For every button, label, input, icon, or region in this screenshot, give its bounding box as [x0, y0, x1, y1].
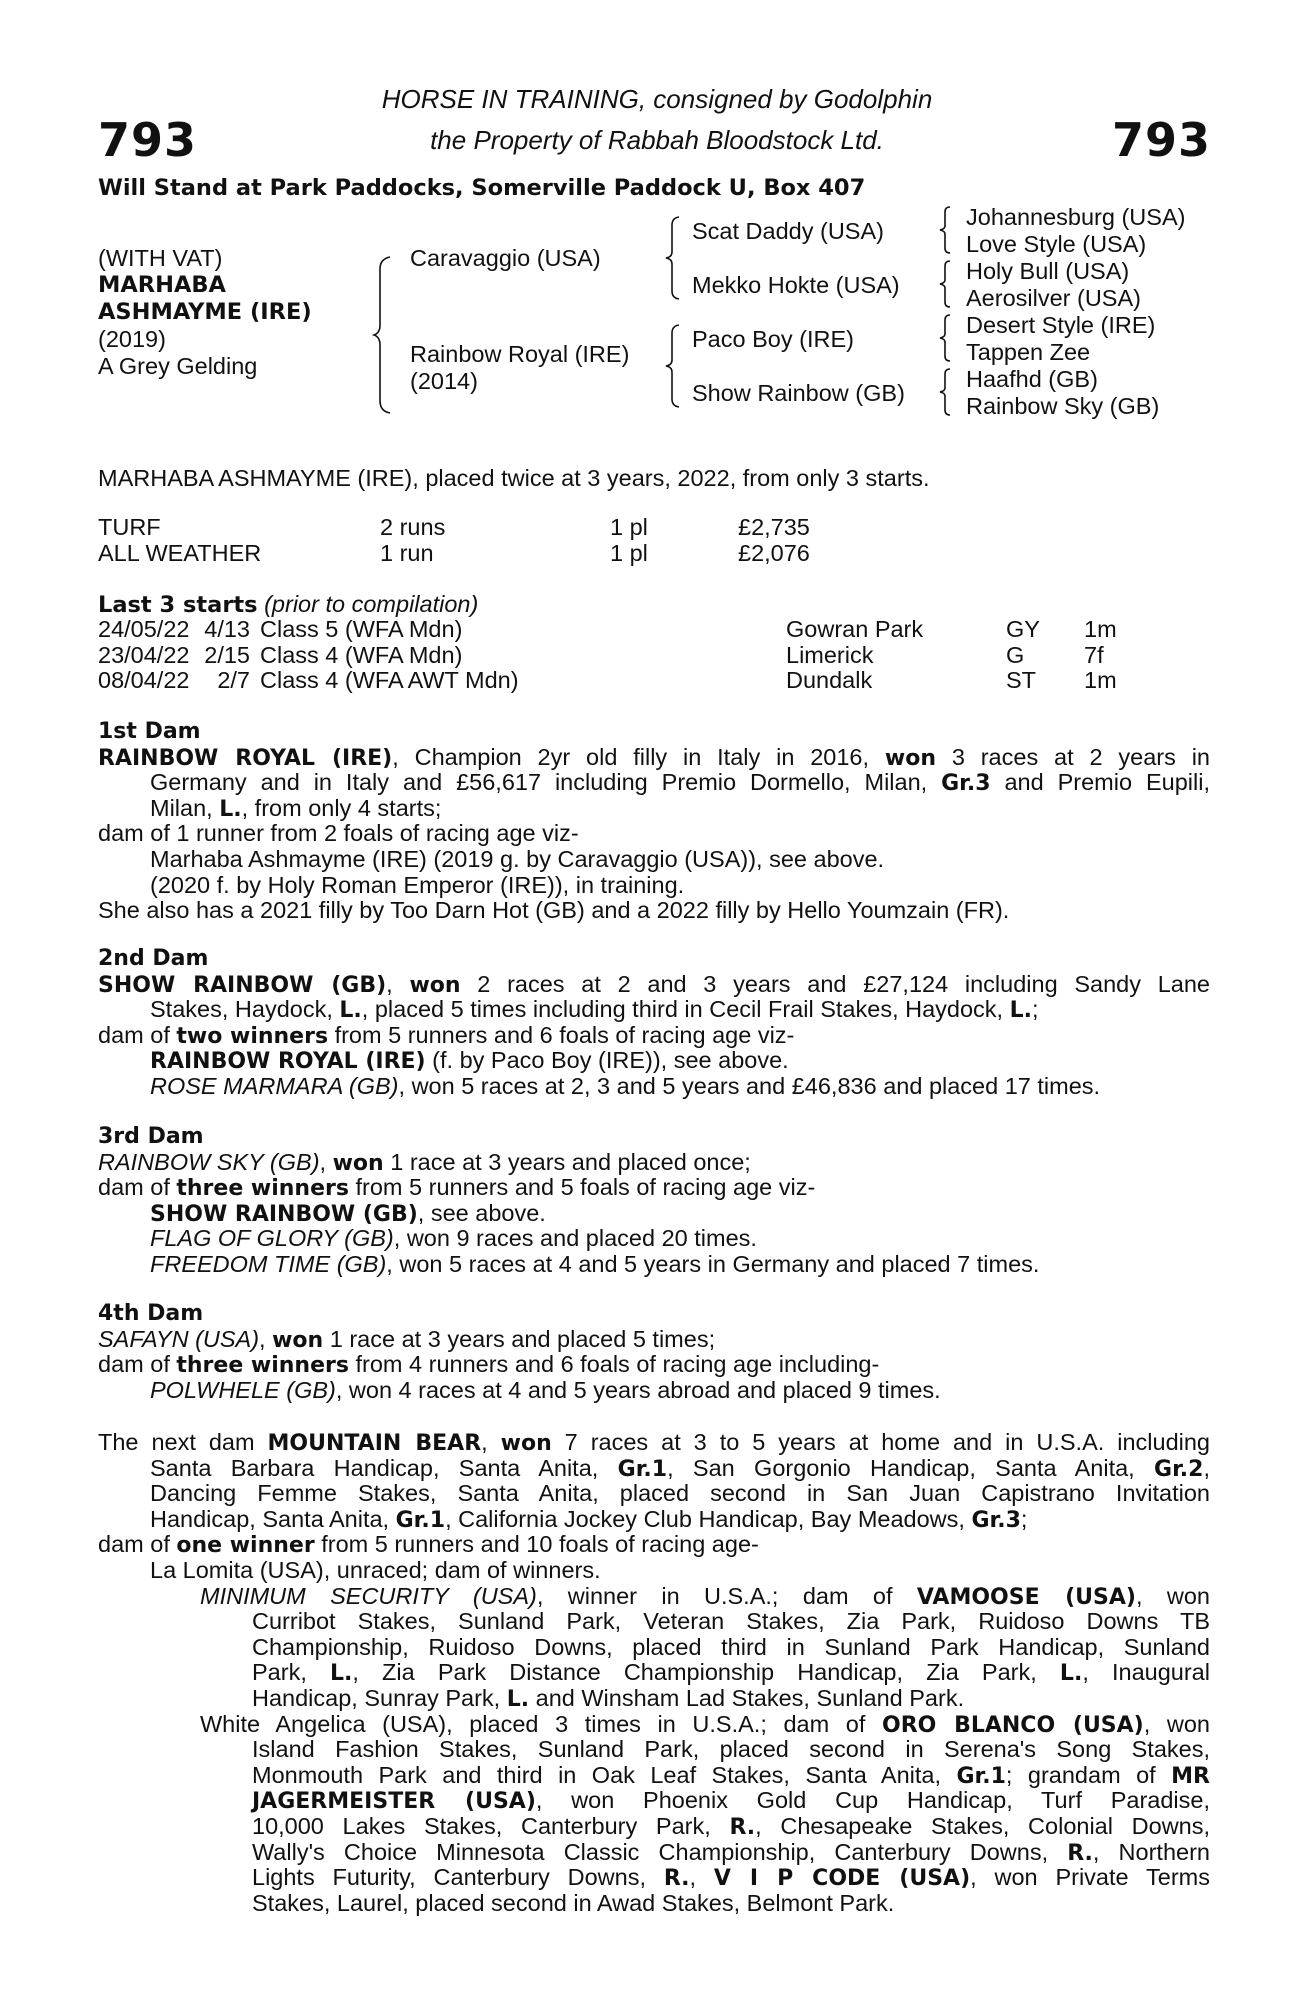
first-dam-line: She also has a 2021 filly by Too Darn Hot (GB) and a 2022 filly by Hello Youmzain (FR). [98, 897, 1010, 924]
next-dam-produce: Curribot Stakes, Sunland Park, Veteran Stakes, Zia Park, Ruidoso Downs TB [252, 1609, 1210, 1635]
next-dam-produce: MINIMUM SECURITY (USA), winner in U.S.A.; dam of VAMOOSE (USA), won [200, 1583, 1210, 1610]
next-dam-line: Dancing Femme Stakes, Santa Anita, placed second in San Juan Capistrano Invitation [150, 1481, 1210, 1507]
record-runs: 1 run [380, 539, 434, 566]
next-dam-produce: Island Fashion Stakes, Sunland Park, placed second in Serena's Song Stakes, [252, 1737, 1210, 1763]
start-distance: 1m [1084, 667, 1117, 694]
start-course: Limerick [786, 641, 874, 668]
start-date: 08/04/22 [98, 667, 190, 694]
next-dam-produce: Championship, Ruidoso Downs, placed third in Sunland Park Handicap, Sunland [252, 1634, 1210, 1660]
ancestor-6: Tappen Zee [966, 339, 1091, 365]
grandsire-1: Scat Daddy (USA) [692, 218, 884, 244]
first-dam-produce: Marhaba Ashmayme (IRE) (2019 g. by Caravaggio (USA)), see above. [150, 845, 885, 872]
next-dam-produce: La Lomita (USA), unraced; dam of winners. [150, 1556, 601, 1583]
next-dam-line: Santa Barbara Handicap, Santa Anita, Gr.1, San Gorgonio Handicap, Santa Anita, Gr.2, [150, 1455, 1210, 1482]
next-dam-produce: Handicap, Sunray Park, L. and Winsham Lad Stakes, Sunland Park. [252, 1684, 965, 1712]
ancestor-4: Aerosilver (USA) [966, 285, 1141, 311]
first-dam-line: RAINBOW ROYAL (IRE), Champion 2yr old filly in Italy in 2016, won 3 races at 2 years in [98, 744, 1210, 771]
start-position: 2/7 [217, 667, 250, 694]
second-dam-heading: 2nd Dam [98, 946, 209, 971]
fourth-dam-heading: 4th Dam [98, 1301, 204, 1326]
first-dam-heading: 1st Dam [98, 719, 201, 744]
grandsire-4: Show Rainbow (GB) [692, 380, 905, 406]
start-row [98, 617, 1117, 643]
second-dam-line: SHOW RAINBOW (GB), won 2 races at 2 and 3 years and £27,124 including Sandy Lane [98, 971, 1210, 998]
start-date: 24/05/22 [98, 616, 190, 642]
start-distance: 1m [1084, 616, 1117, 642]
stabling-location: Will Stand at Park Paddocks, Somerville Paddock U, Box 407 [98, 175, 866, 201]
next-dam-produce: 10,000 Lakes Stakes, Canterbury Park, R., Chesapeake Stakes, Colonial Downs, [252, 1813, 1210, 1840]
dam-name: Rainbow Royal (IRE) [410, 341, 630, 367]
record-surface: ALL WEATHER [98, 539, 262, 566]
ancestor-8: Rainbow Sky (GB) [966, 393, 1160, 419]
foaling-year: (2019) [98, 326, 166, 352]
second-dam-line: dam of two winners from 5 runners and 6 foals of racing age viz- [98, 1021, 795, 1049]
start-course: Gowran Park [786, 616, 924, 642]
pedigree-brace-3c [937, 313, 953, 363]
next-dam-line: Handicap, Santa Anita, Gr.1, California Jockey Club Handicap, Bay Meadows, Gr.3; [150, 1505, 1028, 1533]
property-line: the Property of Rabbah Bloodstock Ltd. [430, 125, 884, 155]
next-dam-produce: Stakes, Laurel, placed second in Awad Stakes, Belmont Park. [252, 1889, 895, 1916]
lot-number-left: 793 [98, 113, 198, 167]
record-placings: 1 pl [610, 514, 648, 540]
grandsire-3: Paco Boy (IRE) [692, 326, 854, 352]
vat-note: (WITH VAT) [98, 245, 223, 271]
lot-number-right: 793 [1112, 113, 1212, 167]
pedigree-brace-sire [664, 215, 682, 301]
start-race: Class 4 (WFA Mdn) [260, 641, 463, 668]
next-dam-line: The next dam MOUNTAIN BEAR, won 7 races at 3 to 5 years at home and in U.S.A. including [98, 1430, 1210, 1456]
second-dam-line: Stakes, Haydock, L., placed 5 times including third in Cecil Frail Stakes, Haydock, L.; [150, 996, 1039, 1024]
pedigree-brace-3b [937, 259, 953, 309]
first-dam-section [98, 719, 1210, 924]
horse-description: A Grey Gelding [98, 353, 258, 379]
dam-year: (2014) [410, 368, 478, 394]
record-prize: £2,076 [738, 539, 810, 566]
fourth-dam-produce: POLWHELE (GB), won 4 races at 4 and 5 years abroad and placed 9 times. [150, 1376, 941, 1403]
record-prize: £2,735 [738, 514, 810, 540]
ancestor-2: Love Style (USA) [966, 231, 1147, 257]
next-dam-produce: White Angelica (USA), placed 3 times in U.S.A.; dam of ORO BLANCO (USA), won [200, 1711, 1210, 1738]
start-date: 23/04/22 [98, 641, 190, 668]
next-dam-produce: Lights Futurity, Canterbury Downs, R., V I P CODE (USA), won Private Terms [252, 1865, 1210, 1891]
last-starts-note: (prior to compilation) [264, 591, 479, 617]
last-starts-title: Last 3 starts [98, 592, 258, 618]
start-position: 4/13 [204, 616, 250, 642]
racing-record-table [98, 515, 810, 566]
last-starts-heading [98, 591, 478, 618]
third-dam-line: RAINBOW SKY (GB), won 1 race at 3 years and placed once; [98, 1148, 751, 1176]
third-dam-heading: 3rd Dam [98, 1124, 204, 1149]
first-dam-line: Milan, L., from only 4 starts; [150, 794, 442, 822]
pedigree-brace-dam [664, 323, 682, 409]
start-race: Class 4 (WFA AWT Mdn) [260, 667, 519, 694]
start-row [98, 668, 1117, 694]
fourth-dam-line: dam of three winners from 4 runners and 6 foals of racing age including- [98, 1351, 880, 1379]
record-placings: 1 pl [610, 539, 648, 566]
pedigree-brace-3a [937, 205, 953, 255]
record-surface: TURF [98, 514, 161, 540]
next-dam-produce: Wally's Choice Minnesota Classic Championship, Canterbury Downs, R., Northern [252, 1839, 1210, 1866]
record-row [98, 515, 810, 541]
first-dam-line: Germany and in Italy and £56,617 including Premio Dormello, Milan, Gr.3 and Premio Eupili, [150, 770, 1210, 796]
horse-name-line-2: ASHMAYME (IRE) [98, 299, 312, 325]
fourth-dam-line: SAFAYN (USA), won 1 race at 3 years and placed 5 times; [98, 1325, 716, 1353]
next-dam-line: dam of one winner from 5 runners and 10 foals of racing age- [98, 1531, 759, 1559]
third-dam-section [98, 1124, 1210, 1278]
ancestor-7: Haafhd (GB) [966, 366, 1098, 392]
second-dam-produce: RAINBOW ROYAL (IRE) (f. by Paco Boy (IRE)), see above. [150, 1047, 789, 1075]
start-course: Dundalk [786, 667, 873, 694]
third-dam-produce: SHOW RAINBOW (GB), see above. [150, 1199, 546, 1227]
next-dam-produce: JAGERMEISTER (USA), won Phoenix Gold Cup Handicap, Turf Paradise, [252, 1788, 1210, 1814]
next-dam-section [98, 1430, 1210, 1916]
next-dam-produce: Park, L., Zia Park Distance Championship Handicap, Zia Park, L., Inaugural [252, 1660, 1210, 1686]
ancestor-3: Holy Bull (USA) [966, 258, 1130, 284]
pedigree-brace-main [372, 255, 394, 415]
start-distance: 7f [1084, 641, 1104, 668]
start-row [98, 643, 1117, 669]
start-position: 2/15 [204, 641, 250, 668]
consignor-line: HORSE IN TRAINING, consigned by Godolphin [381, 84, 933, 114]
start-going: GY [1006, 616, 1040, 642]
last-starts-table [98, 617, 1117, 694]
sire-name: Caravaggio (USA) [410, 245, 601, 271]
start-going: ST [1006, 667, 1037, 694]
horse-name-line-1: MARHABA [98, 272, 226, 298]
racing-summary: MARHABA ASHMAYME (IRE), placed twice at 3 years, 2022, from only 3 starts. [98, 465, 930, 491]
start-going: G [1006, 641, 1025, 668]
start-race: Class 5 (WFA Mdn) [260, 616, 463, 642]
ancestor-1: Johannesburg (USA) [966, 204, 1186, 230]
third-dam-produce: FREEDOM TIME (GB), won 5 races at 4 and 5 years in Germany and placed 7 times. [150, 1250, 1040, 1277]
record-row [98, 541, 810, 567]
third-dam-line: dam of three winners from 5 runners and 5 foals of racing age viz- [98, 1174, 816, 1202]
record-runs: 2 runs [380, 514, 446, 540]
ancestor-5: Desert Style (IRE) [966, 312, 1156, 338]
third-dam-produce: FLAG OF GLORY (GB), won 9 races and placed 20 times. [150, 1225, 757, 1252]
first-dam-produce: (2020 f. by Holy Roman Emperor (IRE)), in training. [150, 871, 685, 898]
fourth-dam-section [98, 1301, 1210, 1403]
pedigree-brace-3d [937, 367, 953, 417]
first-dam-line: dam of 1 runner from 2 foals of racing age viz- [98, 820, 579, 847]
second-dam-section [98, 946, 1210, 1100]
second-dam-produce: ROSE MARMARA (GB), won 5 races at 2, 3 and 5 years and £46,836 and placed 17 times. [150, 1072, 1101, 1099]
grandsire-2: Mekko Hokte (USA) [692, 272, 900, 298]
next-dam-produce: Monmouth Park and third in Oak Leaf Stakes, Santa Anita, Gr.1; grandam of MR [252, 1762, 1210, 1789]
